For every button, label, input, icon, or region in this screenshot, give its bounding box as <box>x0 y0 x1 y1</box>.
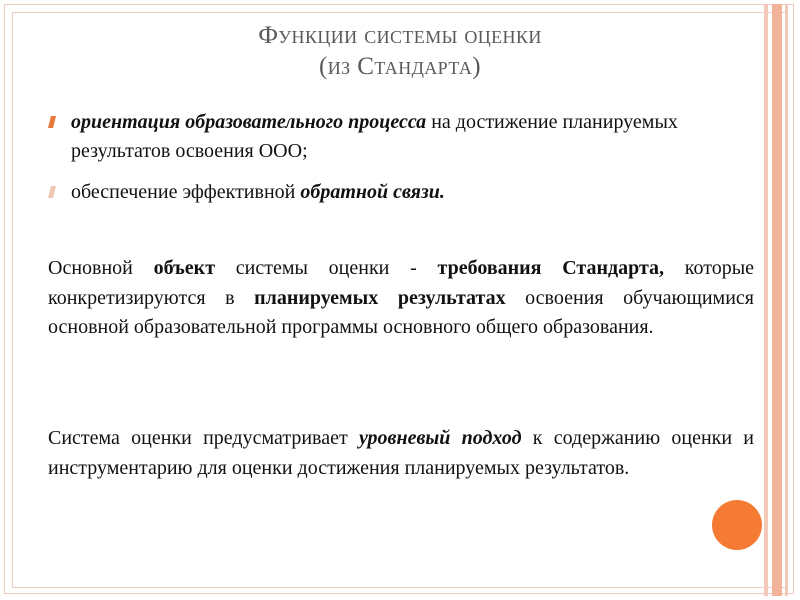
slide-title <box>0 20 800 82</box>
bullet-list <box>48 108 754 219</box>
paragraph-assessment-object <box>48 254 754 343</box>
right-decor-stripe-1 <box>764 4 768 596</box>
p1-text-1: Основной <box>48 257 154 279</box>
orange-circle-decoration <box>712 500 762 550</box>
p1-bold-standard-requirements: требования Стандарта, <box>437 257 665 279</box>
right-decor-stripe-2 <box>772 4 782 596</box>
p1-bold-object: объект <box>153 257 216 279</box>
p1-text-4: освоения обучающимися основной образовательной программы основного общего образования. <box>48 286 754 338</box>
bullet-1-text: на достижение планируемых результатов освоения ООО; <box>71 111 678 162</box>
bullet-2-text: обеспечение эффективной <box>71 181 301 203</box>
p1-text-2: системы оценки - <box>215 257 438 279</box>
bullet-1-emphasis: ориентация образовательного процесса <box>71 111 427 133</box>
p1-bold-planned-results: планируемых результатах <box>254 286 506 309</box>
slide-title-line-1: Функции системы оценки <box>258 22 542 49</box>
bullet-item-1 <box>48 108 754 166</box>
p2-text-2: к содержанию оценки и инструментарию для оценки достижения планируемых результатов. <box>48 427 755 479</box>
bullet-marker-icon <box>48 186 56 198</box>
bullet-2-emphasis: обратной связи. <box>300 181 445 203</box>
right-decor-stripe-3 <box>785 4 788 596</box>
bullet-item-2 <box>48 178 754 207</box>
p2-emphasis-level-approach: уровневый подход <box>358 427 522 449</box>
paragraph-level-approach <box>48 424 754 483</box>
slide-title-line-2: (из Стандарта) <box>319 53 481 80</box>
p1-text-3: которые конкретизируются в <box>48 257 755 309</box>
bullet-marker-icon <box>48 116 56 128</box>
p2-text-1: Система оценки предусматривает <box>48 427 359 449</box>
